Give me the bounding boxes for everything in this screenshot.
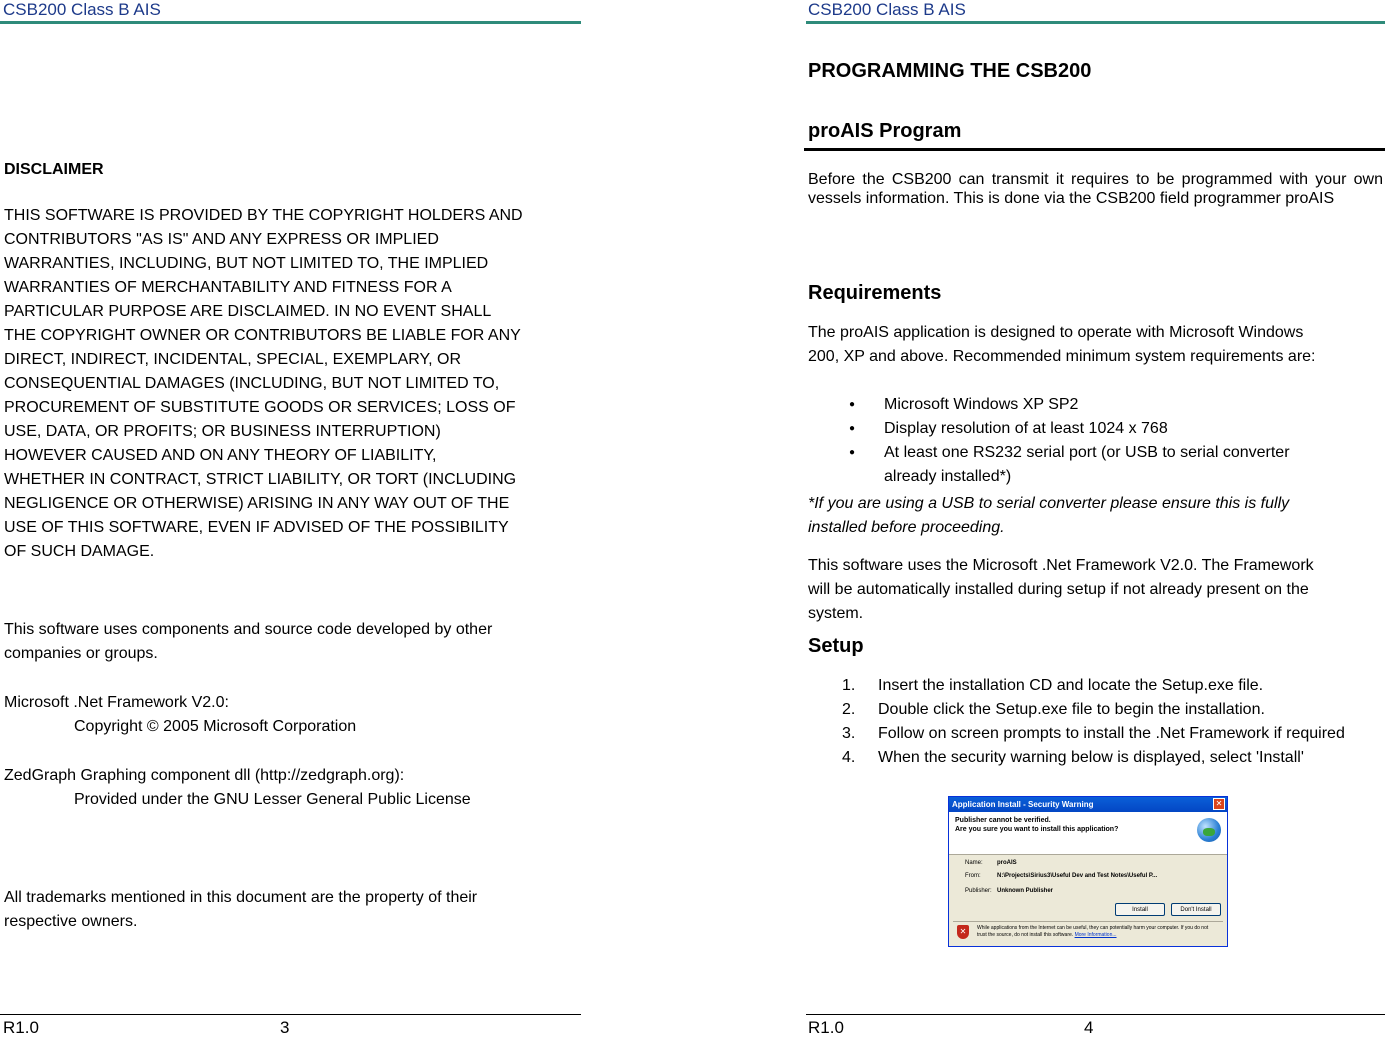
dialog-warning-text <box>955 816 1118 834</box>
disclaimer-line: USE, DATA, OR PROFITS; OR BUSINESS INTERRUPTION) <box>4 423 441 440</box>
step-text: Insert the installation CD and locate the Setup.exe file. <box>878 677 1264 694</box>
field-label: Name: <box>965 860 983 866</box>
list-item: ● Display resolution of at least 1024 x 768 <box>806 417 1346 441</box>
disclaimer-line: OF SUCH DAMAGE. <box>4 543 155 560</box>
more-information-link[interactable]: More Information... <box>1074 932 1117 938</box>
framework-line: system. <box>808 605 864 622</box>
dont-install-button[interactable]: Don't Install <box>1171 903 1221 916</box>
setup-step <box>806 674 1346 698</box>
framework-line: This software uses the Microsoft .Net Framework V2.0. The Framework <box>808 557 1314 574</box>
note-text: While applications from the Internet can be useful, they can potentially harm your computer. If you do not trust the source, do not install this software. <box>977 925 1209 938</box>
zedgraph-license: Provided under the GNU Lesser General Public License <box>74 791 471 808</box>
step-number: 4. <box>842 749 856 766</box>
components-line: This software uses components and source code developed by other <box>4 621 493 638</box>
security-warning-dialog <box>948 796 1228 947</box>
install-button[interactable]: Install <box>1115 903 1165 916</box>
requirements-line: 200, XP and above. Recommended minimum system requirements are: <box>808 348 1316 365</box>
dialog-note <box>977 925 1217 939</box>
header-rule <box>0 21 581 24</box>
disclaimer-line: CONTRIBUTORS "AS IS" AND ANY EXPRESS OR IMPLIED <box>4 231 439 248</box>
components-line: companies or groups. <box>4 645 158 662</box>
list-item: ● Microsoft Windows XP SP2 <box>806 393 1346 417</box>
footer-revision: R1.0 <box>808 1018 844 1037</box>
trademarks-line: respective owners. <box>4 913 138 930</box>
step-number: 3. <box>842 725 856 742</box>
dialog-publisher-field <box>965 887 1053 895</box>
disclaimer-text <box>4 204 581 564</box>
zedgraph-name: ZedGraph Graphing component dll (http://zedgraph.org): <box>4 767 405 784</box>
disclaimer-line: THE COPYRIGHT OWNER OR CONTRIBUTORS BE LIABLE FOR ANY <box>4 327 521 344</box>
requirements-line: The proAIS application is designed to operate with Microsoft Windows <box>808 324 1304 341</box>
disclaimer-line: THIS SOFTWARE IS PROVIDED BY THE COPYRIGHT HOLDERS AND <box>4 207 523 224</box>
step-number: 1. <box>842 677 856 694</box>
field-label: Publisher: <box>965 888 992 894</box>
page-header: CSB200 Class B AIS <box>3 0 161 19</box>
section-heading-setup: Setup <box>808 635 864 657</box>
framework-line: will be automatically installed during setup if not already present on the <box>808 581 1309 598</box>
usb-note-line: *If you are using a USB to serial converter please ensure this is fully <box>808 495 1290 512</box>
netfx-copyright: Copyright © 2005 Microsoft Corporation <box>74 718 357 735</box>
section-heading-proais: proAIS Program <box>808 120 962 142</box>
trademarks-text <box>4 886 477 934</box>
netfx-credit <box>4 691 356 739</box>
requirements-text <box>808 321 1316 369</box>
field-value: Unknown Publisher <box>997 888 1054 894</box>
dialog-from-field <box>965 872 1157 880</box>
footer-rule <box>0 1014 581 1015</box>
disclaimer-line: WARRANTIES OF MERCHANTABILITY AND FITNESS FOR A <box>4 279 452 296</box>
netfx-name: Microsoft .Net Framework V2.0: <box>4 694 229 711</box>
disclaimer-line: USE OF THIS SOFTWARE, EVEN IF ADVISED OF THE POSSIBILITY <box>4 519 509 536</box>
page-title: PROGRAMMING THE CSB200 <box>808 60 1092 82</box>
setup-step <box>806 722 1346 746</box>
close-icon[interactable]: ✕ <box>1213 798 1225 810</box>
page-3 <box>0 0 581 1036</box>
warning-line: Are you sure you want to install this application? <box>955 826 1119 833</box>
disclaimer-line: NEGLIGENCE OR OTHERWISE) ARISING IN ANY WAY OUT OF THE <box>4 495 510 512</box>
disclaimer-heading: DISCLAIMER <box>4 161 104 178</box>
header-rule <box>806 21 1385 24</box>
components-text <box>4 618 492 666</box>
disclaimer-line: CONSEQUENTIAL DAMAGES (INCLUDING, BUT NOT LIMITED TO, <box>4 375 500 392</box>
usb-note <box>808 492 1289 540</box>
disclaimer-line: WARRANTIES, INCLUDING, BUT NOT LIMITED TO, THE IMPLIED <box>4 255 489 272</box>
warning-line: Publisher cannot be verified. <box>955 817 1051 824</box>
page-number: 3 <box>280 1018 290 1037</box>
setup-step <box>806 698 1346 722</box>
field-value: proAIS <box>997 860 1017 866</box>
intro-paragraph: Before the CSB200 can transmit it requires to be programmed with your own vessels information. This is done via the CSB200 field programmer proAIS <box>808 171 1383 207</box>
zedgraph-credit <box>4 764 471 812</box>
disclaimer-line: PARTICULAR PURPOSE ARE DISCLAIMED. IN NO EVENT SHALL <box>4 303 492 320</box>
step-text: Double click the Setup.exe file to begin the installation. <box>878 701 1265 718</box>
setup-steps <box>806 674 1346 770</box>
trademarks-line: All trademarks mentioned in this document are the property of their <box>4 889 478 906</box>
dialog-title: Application Install - Security Warning <box>952 800 1094 809</box>
disclaimer-line: WHETHER IN CONTRACT, STRICT LIABILITY, OR TORT (INCLUDING <box>4 471 517 488</box>
dialog-warning-panel <box>949 812 1227 855</box>
usb-note-line: installed before proceeding. <box>808 519 1005 536</box>
field-value: N:\Projects\Sirius3\Useful Dev and Test Notes\Useful P... <box>997 873 1158 879</box>
page-number: 4 <box>1084 1018 1094 1037</box>
framework-text <box>808 554 1314 626</box>
list-item: ● At least one RS232 serial port (or USB to serial converter already installed*) <box>806 441 1346 489</box>
page-header: CSB200 Class B AIS <box>808 0 966 19</box>
disclaimer-line: HOWEVER CAUSED AND ON ANY THEORY OF LIABILITY, <box>4 447 437 464</box>
disclaimer-line: PROCUREMENT OF SUBSTITUTE GOODS OR SERVICES; LOSS OF <box>4 399 516 416</box>
step-text: Follow on screen prompts to install the .Net Framework if required <box>878 725 1345 742</box>
footer-rule <box>806 1014 1385 1015</box>
setup-step <box>806 746 1346 770</box>
dialog-separator <box>953 921 1223 922</box>
requirements-list <box>806 393 1346 489</box>
step-text: When the security warning below is displayed, select 'Install' <box>878 749 1304 766</box>
disclaimer-line: DIRECT, INDIRECT, INCIDENTAL, SPECIAL, EXEMPLARY, OR <box>4 351 461 368</box>
step-number: 2. <box>842 701 856 718</box>
section-rule <box>804 148 1385 151</box>
footer-revision: R1.0 <box>3 1018 39 1037</box>
globe-icon <box>1197 818 1221 842</box>
page-4 <box>806 0 1385 1036</box>
section-heading-requirements: Requirements <box>808 282 942 304</box>
field-label: From: <box>965 873 981 879</box>
dialog-name-field <box>965 859 1017 867</box>
dialog-titlebar <box>949 797 1227 812</box>
shield-icon: ✕ <box>957 925 969 939</box>
